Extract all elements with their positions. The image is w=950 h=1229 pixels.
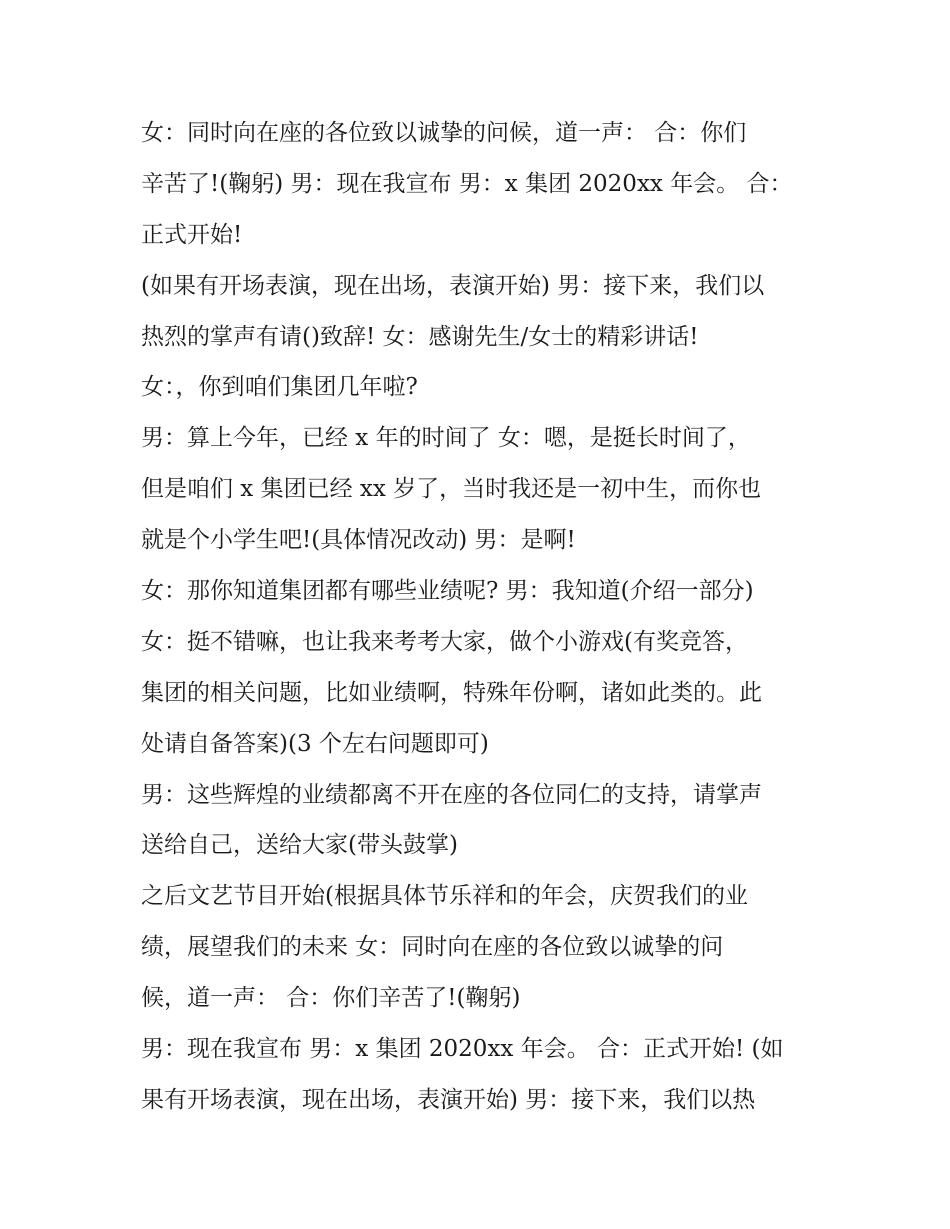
text-line: 男：这些辉煌的业绩都离不开在座的各位同仁的支持，请掌声 bbox=[141, 781, 762, 808]
text-line: 辛苦了!(鞠躬) 男：现在我宣布 男：x 集团 2020xx 年会。 合： bbox=[141, 170, 793, 197]
text-line: 但是咱们 x 集团已经 xx 岁了，当时我还是一初中生，而你也 bbox=[141, 476, 762, 503]
text-line: 候，道一声： 合：你们辛苦了!(鞠躬) bbox=[141, 985, 521, 1012]
text-line: (如果有开场表演，现在出场，表演开始) 男：接下来，我们以 bbox=[141, 272, 765, 299]
text-line: 绩，展望我们的未来 女：同时向在座的各位致以诚挚的问 bbox=[141, 934, 724, 961]
text-line: 正式开始! bbox=[141, 221, 243, 248]
text-line: 女：挺不错嘛，也让我来考考大家，做个小游戏(有奖竞答， bbox=[141, 628, 748, 655]
text-line: 果有开场表演，现在出场，表演开始) 男：接下来，我们以热 bbox=[141, 1086, 756, 1113]
text-line: 男：算上今年，已经 x 年的时间了 女：嗯，是挺长时间了， bbox=[141, 425, 751, 452]
text-line: 处请自备答案)(3 个左右问题即可) bbox=[141, 730, 489, 757]
text-line: 女：同时向在座的各位致以诚挚的问候，道一声： 合：你们 bbox=[141, 120, 747, 146]
text-line: 女：，你到咱们集团几年啦? bbox=[141, 374, 418, 401]
text-line: 热烈的掌声有请()致辞! 女：感谢先生/女士的精彩讲话! bbox=[141, 323, 699, 350]
text-line: 男：现在我宣布 男：x 集团 2020xx 年会。 合：正式开始! (如 bbox=[141, 1036, 784, 1063]
text-line: 送给自己，送给大家(带头鼓掌) bbox=[141, 832, 458, 859]
text-line: 集团的相关问题，比如业绩啊，特殊年份啊，诸如此类的。此 bbox=[141, 679, 762, 706]
text-line: 女：那你知道集团都有哪些业绩呢? 男：我知道(介绍一部分) bbox=[141, 578, 754, 605]
text-line: 之后文艺节目开始(根据具体节乐祥和的年会，庆贺我们的业 bbox=[141, 883, 748, 910]
body-text bbox=[141, 108, 831, 1126]
text-line: 就是个小学生吧!(具体情况改动) 男：是啊! bbox=[141, 527, 576, 554]
